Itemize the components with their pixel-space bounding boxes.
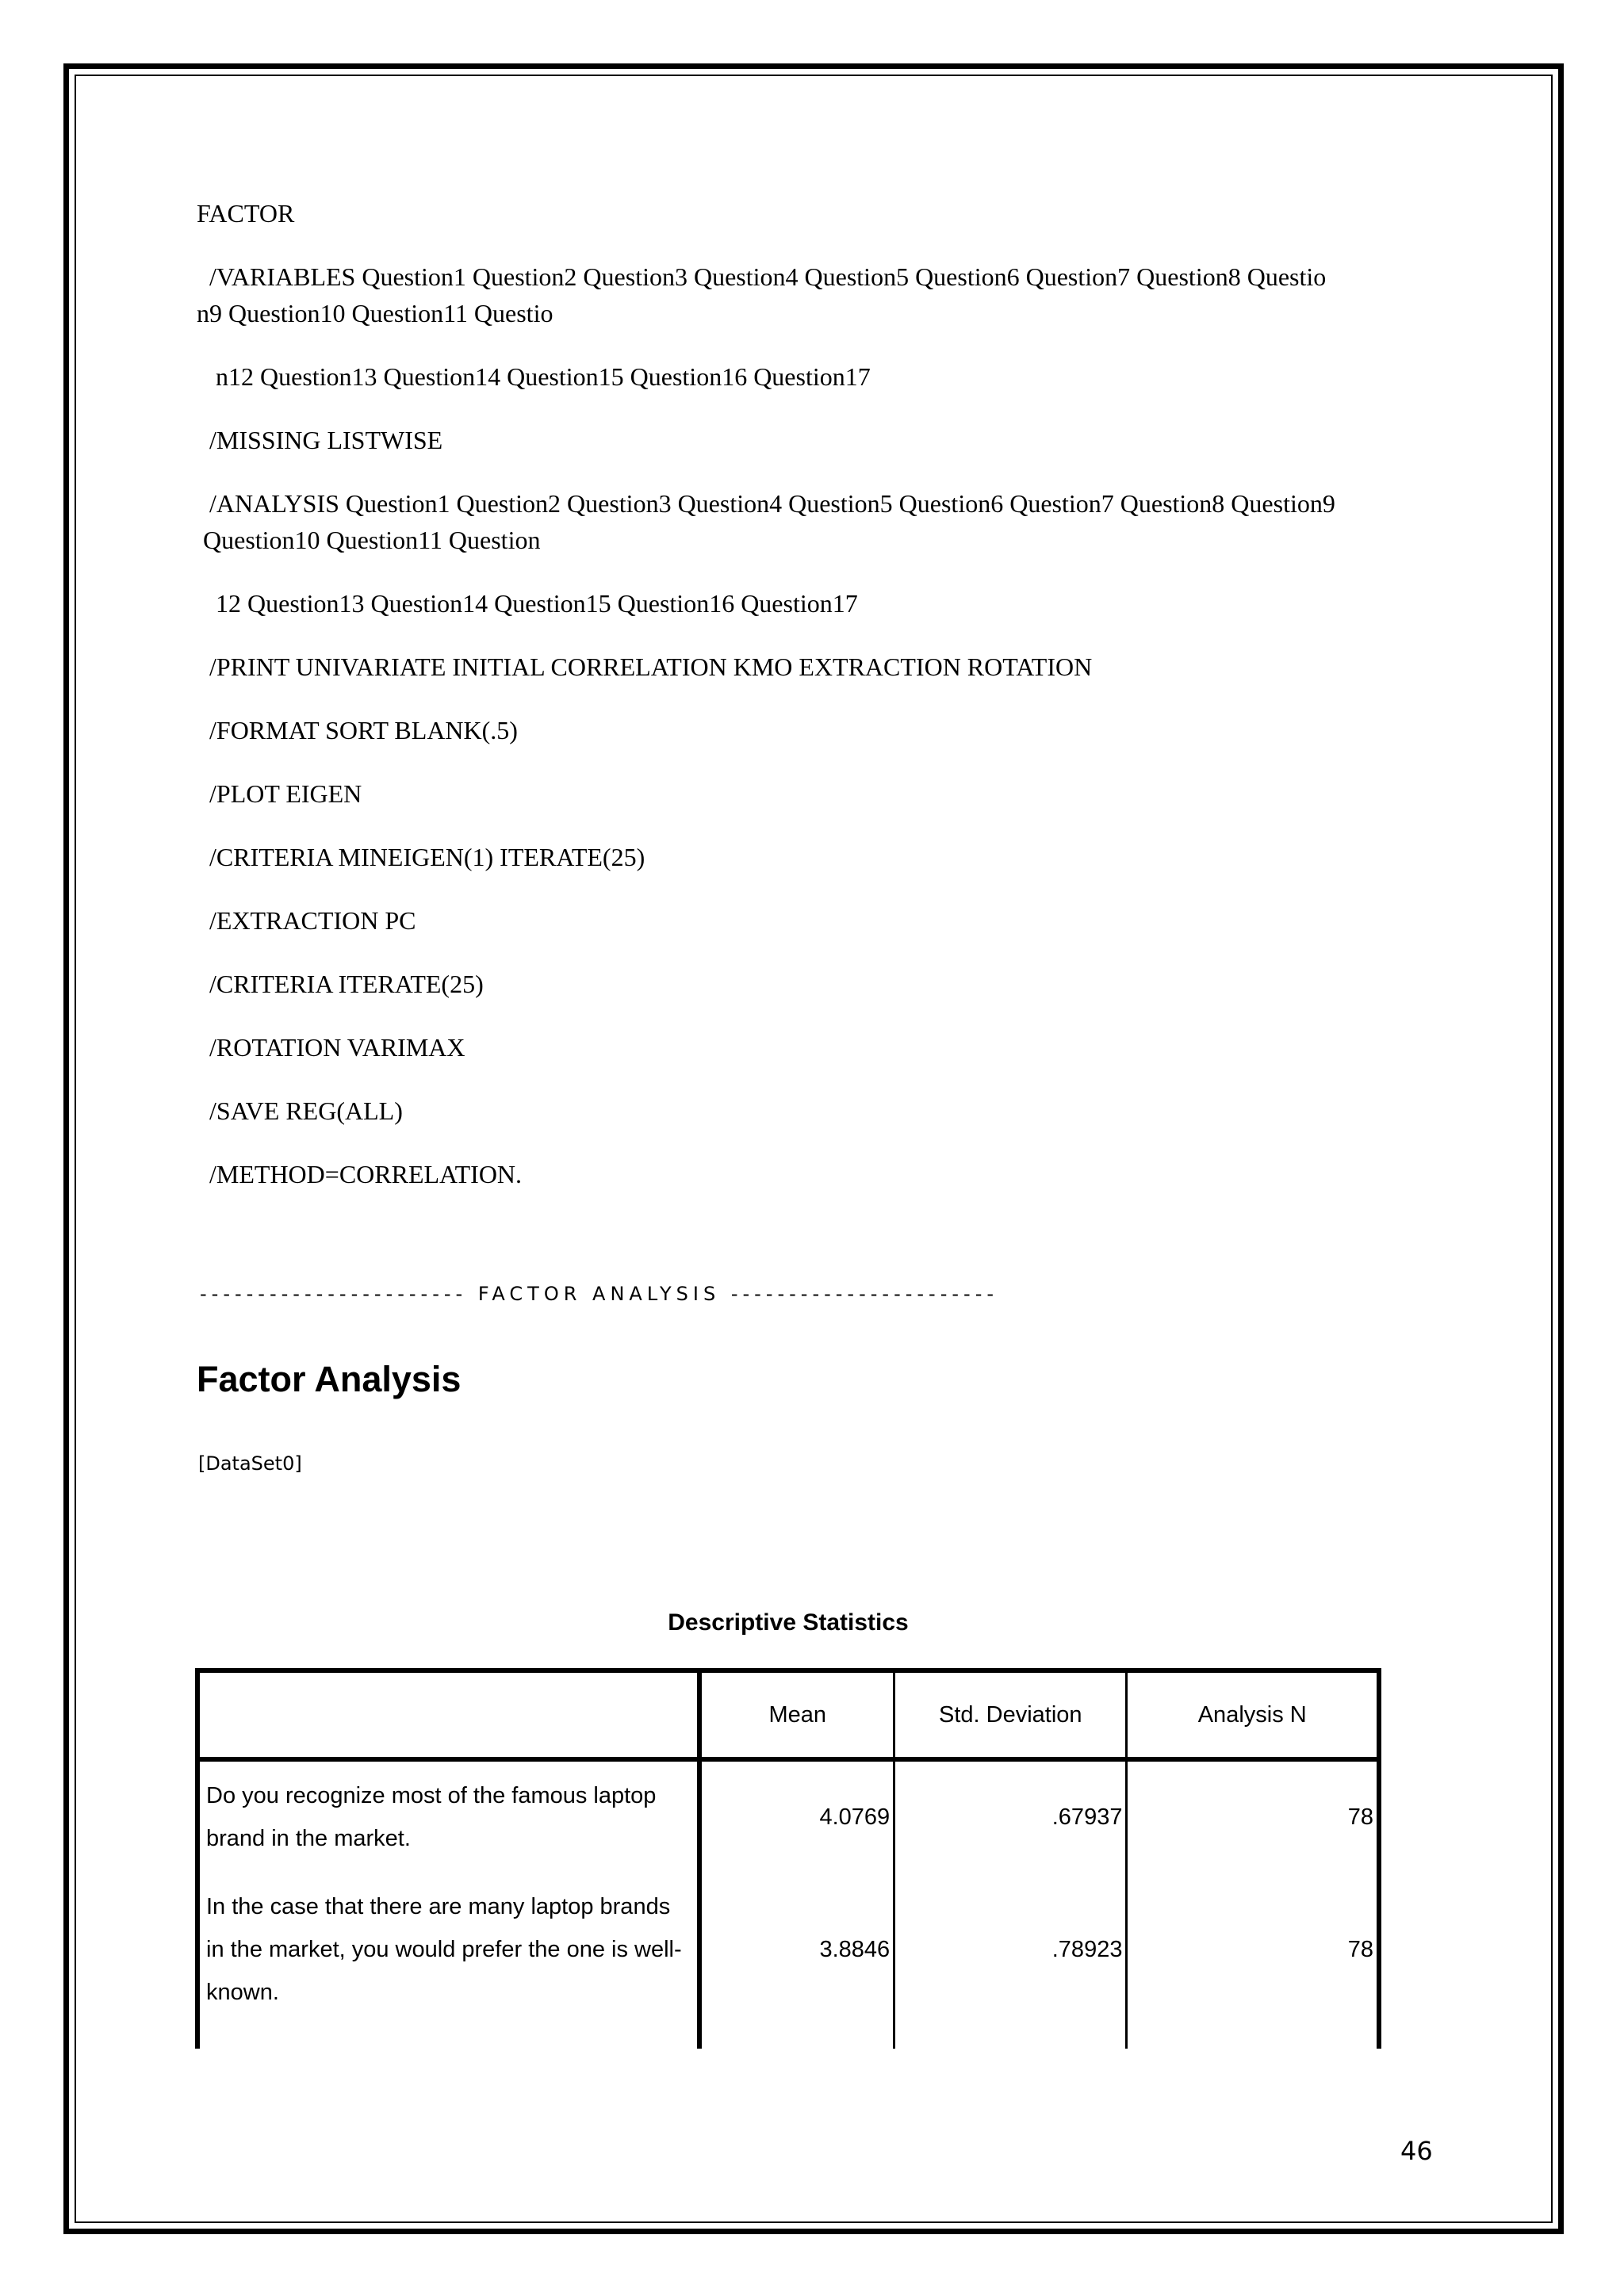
cell-mean: 4.0769 [699, 1759, 894, 1873]
analysis-title: Factor Analysis [197, 1359, 462, 1399]
page-number: 46 [1400, 2136, 1433, 2166]
table-caption: Descriptive Statistics [668, 1609, 909, 1636]
table-row-continued [197, 2026, 1379, 2049]
syntax-line: /ROTATION VARIMAX [197, 1033, 465, 1062]
row-label: Do you recognize most of the famous laptop brand in the market. [197, 1759, 699, 1873]
syntax-line: n12 Question13 Question14 Question15 Question16 Question17 [197, 362, 871, 391]
header-analysis-n: Analysis N [1127, 1670, 1379, 1759]
cell-analysis-n: 78 [1127, 1873, 1379, 2026]
section-divider: ----------------------- FACTOR ANALYSIS ----------------------- [200, 1283, 999, 1305]
table-header-row [197, 1670, 1379, 1759]
syntax-line: /CRITERIA MINEIGEN(1) ITERATE(25) [197, 843, 645, 871]
header-blank [197, 1670, 699, 1759]
syntax-line: /CRITERIA ITERATE(25) [197, 970, 484, 998]
header-std-deviation: Std. Deviation [894, 1670, 1127, 1759]
table-row [197, 1873, 1379, 2026]
syntax-line: /VARIABLES Question1 Question2 Question3 Question4 Question5 Question6 Question7 Question8 Questio n9 Question10 Question11 Questio [197, 262, 1327, 327]
syntax-line: /ANALYSIS Question1 Question2 Question3 Question4 Question5 Question6 Question7 Question8 Question9 Question10 Question11 Question [203, 489, 1335, 554]
syntax-line: /PRINT UNIVARIATE INITIAL CORRELATION KMO EXTRACTION ROTATION [197, 652, 1093, 681]
syntax-line: /FORMAT SORT BLANK(.5) [197, 716, 518, 744]
syntax-line: FACTOR [197, 199, 295, 228]
syntax-line: /METHOD=CORRELATION. [197, 1160, 523, 1188]
descriptive-statistics-table [195, 1668, 1381, 2049]
syntax-block [197, 195, 1465, 1219]
table-row [197, 1759, 1379, 1873]
header-mean: Mean [699, 1670, 894, 1759]
syntax-line: /MISSING LISTWISE [197, 426, 443, 454]
syntax-line: /EXTRACTION PC [197, 906, 416, 935]
syntax-line: /PLOT EIGEN [197, 779, 362, 808]
row-label: In the case that there are many laptop brands in the market, you would prefer the one is well-known. [197, 1873, 699, 2026]
syntax-line: 12 Question13 Question14 Question15 Question16 Question17 [197, 589, 858, 618]
cell-mean: 3.8846 [699, 1873, 894, 2026]
cell-std-deviation: .67937 [894, 1759, 1127, 1873]
cell-std-deviation: .78923 [894, 1873, 1127, 2026]
dataset-label: [DataSet0] [198, 1452, 302, 1475]
syntax-line: /SAVE REG(ALL) [197, 1096, 403, 1125]
cell-analysis-n: 78 [1127, 1759, 1379, 1873]
